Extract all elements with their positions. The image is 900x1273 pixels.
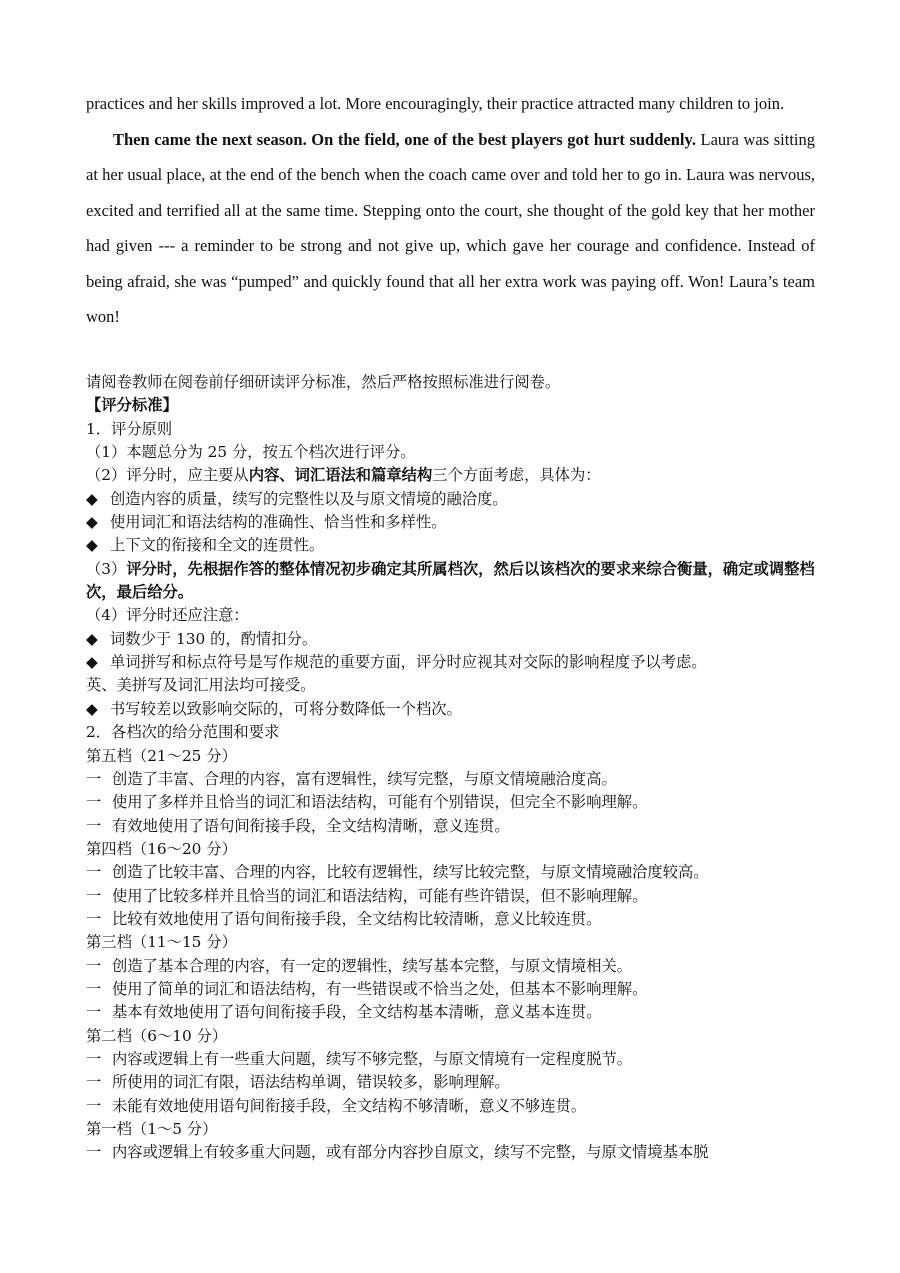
rubric-heading: 【评分标准】 — [86, 396, 178, 415]
bullet-continuation: 英、美拼写及词汇用法均可接受。 — [86, 676, 316, 695]
principle-2-prefix: （2）评分时，应主要从 — [86, 466, 249, 485]
level-item — [86, 1141, 826, 1164]
bullet-item — [86, 488, 826, 511]
level-item-text: 使用了比较多样并且恰当的词汇和语法结构，可能有些许错误，但不影响理解。 — [112, 886, 648, 905]
dash-bullet-icon: 一 — [86, 956, 102, 975]
dash-bullet-icon: 一 — [86, 816, 102, 835]
bullet-item — [86, 511, 826, 534]
principle-3 — [86, 558, 826, 605]
level-item — [86, 815, 826, 838]
bullet-item — [86, 534, 826, 557]
level-item-text: 有效地使用了语句间衔接手段，全文结构清晰，意义连贯。 — [112, 816, 510, 835]
level-item — [86, 1095, 826, 1118]
dash-bullet-icon: 一 — [86, 1073, 102, 1092]
diamond-bullet-icon: ◆ — [86, 513, 98, 532]
level-item — [86, 768, 826, 791]
level-item — [86, 955, 826, 978]
grader-instruction: 请阅卷教师在阅卷前仔细研读评分标准，然后严格按照标准进行阅卷。 — [86, 373, 561, 391]
rubric-section — [86, 371, 826, 1165]
level-item — [86, 885, 826, 908]
dash-bullet-icon: 一 — [86, 1096, 102, 1115]
bullet-text: 上下文的衔接和全文的连贯性。 — [110, 536, 325, 555]
level-item — [86, 1071, 826, 1094]
level-item — [86, 791, 826, 814]
section-1-title: 1．评分原则 — [86, 419, 173, 438]
story-text — [86, 86, 815, 335]
level-item-text: 所使用的词汇有限，语法结构单调，错误较多，影响理解。 — [112, 1073, 510, 1092]
level-item — [86, 861, 826, 884]
level-item — [86, 1001, 826, 1024]
level-title: 第二档（6～10 分） — [86, 1026, 228, 1045]
level-item-text: 内容或逻辑上有较多重大问题，或有部分内容抄自原文，续写不完整，与原文情境基本脱 — [112, 1143, 709, 1162]
principle-2 — [86, 464, 826, 487]
dash-bullet-icon: 一 — [86, 886, 102, 905]
level-title: 第一档（1～5 分） — [86, 1120, 218, 1138]
bullet-text: 单词拼写和标点符号是写作规范的重要方面，评分时应视其对交际的影响程度予以考虑。 — [110, 653, 707, 672]
principle-2-suffix: 三个方面考虑，具体为： — [432, 466, 601, 485]
level-item-text: 未能有效地使用语句间衔接手段，全文结构不够清晰，意义不够连贯。 — [112, 1096, 587, 1115]
level-item-text: 创造了基本合理的内容，有一定的逻辑性，续写基本完整，与原文情境相关。 — [112, 956, 633, 975]
diamond-bullet-icon: ◆ — [86, 536, 98, 555]
dash-bullet-icon: 一 — [86, 979, 102, 998]
level-item — [86, 908, 826, 931]
dash-bullet-icon: 一 — [86, 1143, 102, 1162]
dash-bullet-icon: 一 — [86, 1049, 102, 1068]
diamond-bullet-icon: ◆ — [86, 699, 98, 718]
bullet-text: 创造内容的质量，续写的完整性以及与原文情境的融洽度。 — [110, 489, 508, 508]
principle-3-prefix: （3） — [86, 559, 127, 578]
dash-bullet-icon: 一 — [86, 1003, 102, 1022]
principle-2-bold: 内容、词汇语法和篇章结构 — [248, 466, 433, 485]
bullet-text: 词数少于 130 的，酌情扣分。 — [110, 629, 318, 648]
level-title: 第四档（16～20 分） — [86, 839, 237, 858]
level-item-text: 使用了多样并且恰当的词汇和语法结构，可能有个别错误，但完全不影响理解。 — [112, 793, 648, 812]
level-title: 第三档（11～15 分） — [86, 933, 237, 952]
story-paragraph-2 — [86, 122, 815, 335]
level-item-text: 创造了比较丰富、合理的内容，比较有逻辑性，续写比较完整，与原文情境融洽度较高。 — [112, 863, 709, 882]
level-item-text: 使用了简单的词汇和语法结构，有一些错误或不恰当之处，但基本不影响理解。 — [112, 979, 648, 998]
level-title: 第五档（21～25 分） — [86, 746, 237, 765]
level-item-text: 内容或逻辑上有一些重大问题，续写不够完整，与原文情境有一定程度脱节。 — [112, 1049, 633, 1068]
dash-bullet-icon: 一 — [86, 909, 102, 928]
section-2-title: 2．各档次的给分范围和要求 — [86, 723, 280, 742]
level-item-text: 比较有效地使用了语句间衔接手段，全文结构比较清晰，意义比较连贯。 — [112, 909, 602, 928]
story-paragraph-2-rest: Laura was sitting at her usual place, at the end of the bench when the coach came over and told her to go in. Laura was nervous, excited and terrified all at the same time. Stepping onto the court, she thought of the gold key that her mother had given --- a reminder to be strong and not give up, which gave her courage and confidence. Instead of being afraid, she was “pumped” and quickly found that all her extra work was paying off. Won! Laura’s team won! — [86, 129, 815, 326]
level-item-text: 创造了丰富、合理的内容，富有逻辑性，续写完整，与原文情境融洽度高。 — [112, 769, 617, 788]
bullet-item — [86, 698, 826, 721]
bullet-item — [86, 651, 826, 674]
level-item — [86, 1048, 826, 1071]
principle-1: （1）本题总分为 25 分，按五个档次进行评分。 — [86, 443, 416, 462]
principle-4: （4）评分时还应注意： — [86, 606, 249, 625]
story-paragraph-1: practices and her skills improved a lot. More encouragingly, their practice attracted many children to join. — [86, 94, 785, 113]
diamond-bullet-icon: ◆ — [86, 489, 98, 508]
level-item — [86, 978, 826, 1001]
diamond-bullet-icon: ◆ — [86, 653, 98, 672]
bullet-text: 使用词汇和语法结构的准确性、恰当性和多样性。 — [110, 513, 447, 532]
level-item-text: 基本有效地使用了语句间衔接手段，全文结构基本清晰，意义基本连贯。 — [112, 1003, 602, 1022]
principle-3-bold: 评分时，先根据作答的整体情况初步确定其所属档次，然后以该档次的要求来综合衡量，确定或调整档次，最后给分。 — [86, 559, 815, 602]
dash-bullet-icon: 一 — [86, 863, 102, 882]
diamond-bullet-icon: ◆ — [86, 629, 98, 648]
bullet-item — [86, 628, 826, 651]
dash-bullet-icon: 一 — [86, 793, 102, 812]
bullet-text: 书写较差以致影响交际的，可将分数降低一个档次。 — [110, 699, 462, 718]
dash-bullet-icon: 一 — [86, 769, 102, 788]
story-bold-sentence: Then came the next season. On the field, one of the best players got hurt suddenly. — [113, 129, 696, 149]
